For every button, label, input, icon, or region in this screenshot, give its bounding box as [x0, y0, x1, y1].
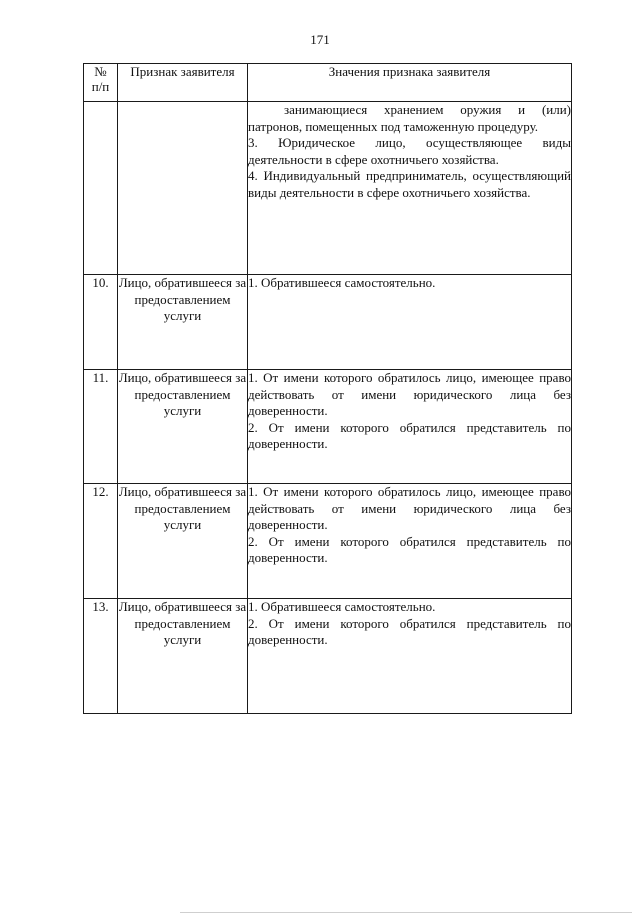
continuation-values-cell	[248, 102, 572, 275]
row-value-item: 1. От имени которого обратилось лицо, имеющее право действовать от имени юридического лица без доверенности.	[248, 370, 571, 418]
row-values	[248, 370, 572, 484]
row-value-item: 2. От имени которого обратился представитель по доверенности.	[248, 533, 571, 565]
row-attribute: Лицо, обратившееся за предоставлением услуги	[118, 370, 248, 484]
row-attribute: Лицо, обратившееся за предоставлением услуги	[118, 275, 248, 370]
continuation-paragraph-2: 3. Юридическое лицо, осуществляющее виды деятельности в сфере охотничьего хозяйства.	[248, 135, 571, 167]
row-attribute: Лицо, обратившееся за предоставлением услуги	[118, 599, 248, 714]
continuation-number-cell	[84, 102, 118, 275]
table-row	[84, 599, 572, 714]
table-row	[84, 370, 572, 484]
row-number: 13.	[84, 599, 118, 714]
table-row-continuation	[84, 102, 572, 275]
row-value-item: 2. От имени которого обратился представитель по доверенности.	[248, 615, 571, 647]
row-number: 12.	[84, 484, 118, 599]
row-number: 11.	[84, 370, 118, 484]
continuation-paragraph-3: 4. Индивидуальный предприниматель, осуществляющий виды деятельности в сфере охотничьего хозяйства.	[248, 168, 571, 200]
row-value-item: 1. Обратившееся самостоятельно.	[248, 599, 436, 614]
header-values: Значения признака заявителя	[248, 64, 572, 102]
header-number-sign: №	[94, 64, 107, 79]
page-number: 171	[310, 32, 330, 47]
header-number-abbr: п/п	[91, 79, 110, 94]
row-attribute: Лицо, обратившееся за предоставлением услуги	[118, 484, 248, 599]
row-values	[248, 484, 572, 599]
table-row	[84, 275, 572, 370]
table-row	[84, 484, 572, 599]
scan-edge-line	[180, 912, 632, 913]
header-attribute: Признак заявителя	[118, 64, 248, 102]
table-header-row	[84, 64, 572, 102]
continuation-paragraph-1: занимающиеся хранением оружия и (или) патронов, помещенных под таможенную процедуру.	[248, 102, 571, 134]
row-number: 10.	[84, 275, 118, 370]
row-values	[248, 275, 572, 370]
continuation-attribute-cell	[118, 102, 248, 275]
applicant-attributes-table	[83, 63, 572, 714]
row-value-item: 2. От имени которого обратился представитель по доверенности.	[248, 419, 571, 451]
header-number	[84, 64, 118, 102]
row-value-item: 1. От имени которого обратилось лицо, имеющее право действовать от имени юридического лица без доверенности.	[248, 484, 571, 532]
row-values	[248, 599, 572, 714]
row-value-item: 1. Обратившееся самостоятельно.	[248, 275, 436, 290]
